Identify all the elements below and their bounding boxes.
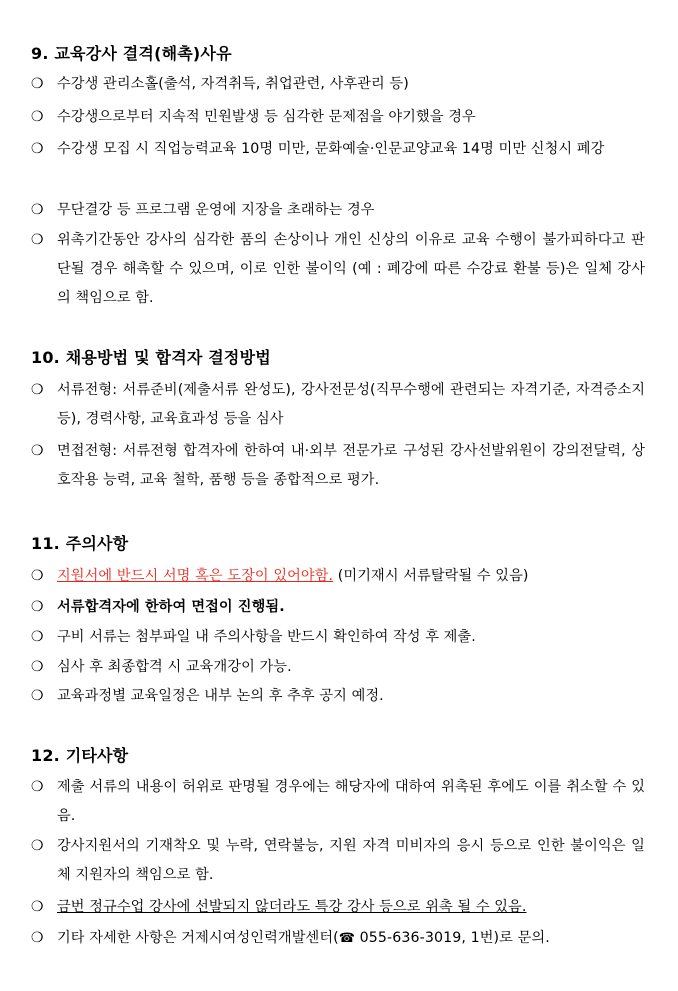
list-item: ❍ 심사 후 최종합격 시 교육개강이 가능. [31, 653, 645, 682]
bullet-icon: ❍ [31, 568, 44, 584]
bullet-icon: ❍ [31, 109, 44, 125]
bullet-icon: ❍ [31, 76, 44, 92]
list-item: ❍ 면접전형: 서류전형 합격자에 한하여 내·외부 전문가로 구성된 강사선발위원이 강의전달력, 상호작용 능력, 교육 철학, 품행 등을 종합적으로 평가. [31, 437, 645, 495]
bullet-icon: ❍ [31, 443, 44, 459]
bullet-icon: ❍ [31, 232, 44, 248]
bullet-icon: ❍ [31, 688, 44, 704]
bullet-icon: ❍ [31, 779, 44, 795]
list-item: ❍ 제출 서류의 내용이 허위로 판명될 경우에는 해당자에 대하여 위촉된 후에도 이를 취소할 수 있음. [31, 773, 645, 831]
bullet-icon: ❍ [31, 382, 44, 398]
list-item: ❍ 서류전형: 서류준비(제출서류 완성도), 강사전문성(직무수행에 관련되는 자격기준, 자격증소지 등), 경력사항, 교육효과성 등을 심사 [31, 376, 645, 434]
list-item: ❍ 지원서에 반드시 서명 혹은 도장이 있어야함. (미기재시 서류탈락될 수 있음) [31, 562, 645, 591]
bullet-icon: ❍ [31, 141, 44, 157]
list-item: ❍ 구비 서류는 첨부파일 내 주의사항을 반드시 확인하여 작성 후 제출. [31, 623, 645, 652]
list-item: ❍ 수강생으로부터 지속적 민원발생 등 심각한 문제점을 야기했을 경우 [31, 103, 645, 132]
phone-icon: ☎ [338, 931, 356, 946]
list-item: ❍ 서류합격자에 한하여 면접이 진행됨. [31, 593, 645, 622]
list-item: ❍ 위촉기간동안 강사의 심각한 품의 손상이나 개인 신상의 이유로 교육 수행이 불가피하다고 판단될 경우 해촉할 수 있으며, 이로 인한 불이익 (예 : 폐강에 따른 수강료 환불 등)은 일체 강사의 책임으로 함. [31, 226, 645, 313]
list-item: ❍ 금번 정규수업 강사에 선발되지 않더라도 특강 강사 등으로 위촉 될 수 있음. [31, 893, 645, 922]
bullet-icon: ❍ [31, 838, 44, 854]
list-item: ❍ 교육과정별 교육일정은 내부 논의 후 추후 공지 예정. [31, 682, 645, 711]
list-item: ❍ 수강생 관리소홀(출석, 자격취득, 취업관련, 사후관리 등) [31, 70, 645, 99]
list-item: ❍ 무단결강 등 프로그램 운영에 지장을 초래하는 경우 [31, 196, 645, 225]
list-item: ❍ 강사지원서의 기재착오 및 누락, 연락불능, 지원 자격 미비자의 응시 등으로 인한 불이익은 일체 지원자의 책임으로 함. [31, 832, 645, 890]
list-item: ❍ 수강생 모집 시 직업능력교육 10명 미만, 문화예술·인문교양교육 14명 미만 신청시 폐강 [31, 135, 645, 164]
bullet-icon: ❍ [31, 599, 44, 615]
section-heading: 12. 기타사항 [31, 746, 129, 765]
bullet-icon: ❍ [31, 930, 44, 946]
section-heading: 10. 채용방법 및 합격자 결정방법 [31, 348, 271, 367]
list-item: ❍ 기타 자세한 사항은 거제시여성인력개발센터(☎ 055-636-3019, 1번)로 문의. [31, 924, 645, 953]
bullet-icon: ❍ [31, 629, 44, 645]
section-heading: 11. 주의사항 [31, 534, 129, 553]
bullet-icon: ❍ [31, 659, 44, 675]
section-heading: 9. 교육강사 결격(해촉)사유 [31, 44, 232, 63]
bullet-icon: ❍ [31, 202, 44, 218]
bullet-icon: ❍ [31, 899, 44, 915]
signature-required-notice: 지원서에 반드시 서명 혹은 도장이 있어야함. [57, 568, 334, 584]
